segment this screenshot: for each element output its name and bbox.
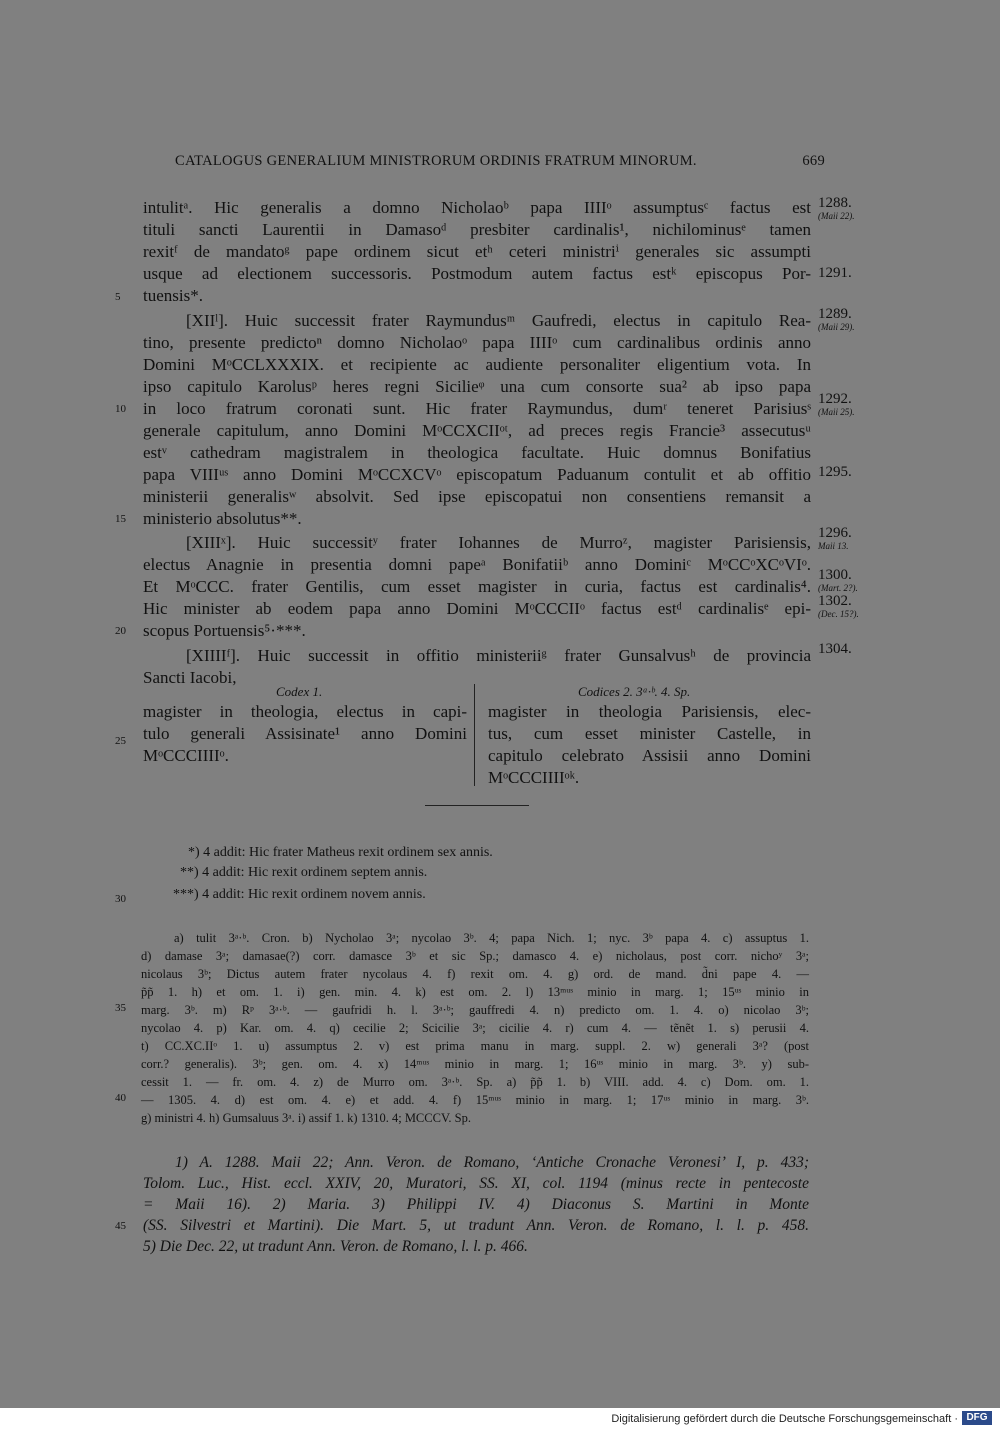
body-line: scopus Portuensis⁵·***. (143, 621, 306, 640)
body-line: rexitᶠ de mandatoᵍ pape ordinem sicut etʰ ceteri ministriⁱ generales sic assumpti (143, 242, 811, 261)
page-number: 669 (802, 153, 825, 169)
margin-year: 1292. (818, 391, 852, 407)
margin-day: (Maii 25). (818, 407, 855, 417)
reference-line: (SS. Silvestri et Martini). Die Mart. 5, ut tradunt Ann. Veron. de Romano, l. l. p. 458. (143, 1217, 809, 1234)
right-column-line: tus, cum esset minister Castelle, in (488, 724, 811, 743)
body-line: ministerio absolutus**. (143, 509, 302, 528)
body-line: tino, presente predictoⁿ domno Nicholaoᵒ papa IIIIᵒ cum cardinalibus ordinis anno (143, 333, 811, 352)
line-number: 25 (115, 735, 126, 747)
apparatus-line: a) tulit 3ᵃ·ᵇ. Cron. b) Nycholao 3ᵃ; nycolao 3ᵇ. 4; papa Nich. 1; nyc. 3ᵇ papa 4. c) assuptus 1. (174, 931, 809, 945)
star-footnote: *) 4 addit: Hic frater Matheus rexit ordinem sex annis. (188, 845, 493, 860)
line-number: 15 (115, 513, 126, 525)
body-line: usque ad electionem successoris. Postmodum autem factus estᵏ episcopus Por- (143, 264, 811, 283)
dfg-logo: DFG (962, 1411, 992, 1425)
apparatus-line: p̃p̃ 1. h) et om. 1. i) gen. min. 4. k) est om. 2. l) 13ᵐᵘˢ minio in marg. 1; 15ᵘˢ minio in (141, 985, 809, 999)
body-line: Et MᵒCCC. frater Gentilis, cum esset magister in curia, factus est cardinalis⁴. (143, 577, 811, 596)
reference-line: Tolom. Luc., Hist. eccl. XXIV, 20, Muratori, SS. XI, col. 1194 (minus recte in pentecoste (143, 1175, 809, 1192)
margin-year: 1302. (818, 593, 852, 609)
margin-day: (Mart. 2?). (818, 583, 858, 593)
right-column-heading: Codices 2. 3ᵃ·ᵇ. 4. Sp. (578, 684, 691, 699)
apparatus-line: g) ministri 4. h) Gumsaluus 3ᵃ. i) assif 1. k) 1310. 4; MCCCV. Sp. (141, 1111, 471, 1125)
line-number: 30 (115, 893, 126, 905)
margin-day: Maii 13. (818, 541, 849, 551)
apparatus-line: corr.? generalis). 3ᵇ; gen. om. 4. x) 14ᵐᵘˢ minio in marg. 1; 16ᵘˢ minio in marg. 3ᵇ. y) sub- (141, 1057, 809, 1071)
margin-date (818, 526, 852, 551)
reference-line: 5) Die Dec. 22, ut tradunt Ann. Veron. de Romano, l. l. p. 466. (143, 1238, 528, 1255)
left-column-line: magister in theologia, electus in capi- (143, 702, 467, 721)
apparatus-line: t) CC.XC.IIᵒ 1. u) assumptus 2. v) est prima manu in marg. suppl. 2. w) generali 3ᵃ? (post (141, 1039, 809, 1053)
body-line: electus Anagnie in presentia domni papeᵃ Bonifatiiᵇ anno Dominiᶜ MᵒCCᵒXCᵒVIᵒ. (143, 555, 811, 574)
margin-date (818, 196, 855, 221)
margin-year: 1300. (818, 567, 852, 583)
body-line: [XIIIIᶠ]. Huic successit in offitio ministeriiᵍ frater Gunsalvusʰ de provincia (186, 646, 811, 665)
margin-day: (Dec. 15?). (818, 609, 859, 619)
margin-date (818, 392, 855, 417)
margin-year: 1295. (818, 464, 852, 480)
body-line: [XIIˡ]. Huic successit frater Raymundusᵐ Gaufredi, electus in capitulo Rea- (186, 311, 811, 330)
body-line: tituli sancti Laurentii in Damasoᵈ presbiter cardinalis¹, nichilominusᵉ tamen (143, 220, 811, 239)
apparatus-line: d) damase 3ᵃ; damasae(?) corr. damasce 3ᵇ et sic Sp.; damasco 4. e) nicholaus, post corr. nichoʸ 3ᵃ; (141, 949, 809, 963)
right-column-line: MᵒCCCIIIIᵒᵏ. (488, 768, 580, 787)
margin-year: 1288. (818, 195, 852, 211)
column-divider (474, 684, 475, 786)
right-column-line: magister in theologia Parisiensis, elec- (488, 702, 811, 721)
margin-year: 1304. (818, 641, 852, 657)
body-line: in loco fratrum coronati sunt. Hic frater Raymundus, dumʳ teneret Parisiusˢ (143, 399, 811, 418)
left-column-line: MᵒCCCIIIIᵒ. (143, 746, 229, 765)
body-line: estᵛ cathedram magistralem in theologica facultate. Huic domnus Bonifatius (143, 443, 811, 462)
body-line: intulitᵃ. Hic generalis a domno Nicholaoᵇ papa IIIIᵒ assumptusᶜ factus est (143, 198, 811, 217)
apparatus-line: cessit 1. — fr. om. 4. z) de Murro om. 3ᵃ·ᵇ. Sp. a) p̃p̃ 1. b) VIII. add. 4. c) Dom. om. 1. (141, 1075, 809, 1089)
line-number: 20 (115, 625, 126, 637)
margin-date (818, 307, 855, 332)
apparatus-line: nicolaus 3ᵇ; Dictus autem frater nycolaus 4. f) rexit om. 4. g) ord. de mand. d̃ni pape 4. — (141, 967, 809, 981)
line-number: 35 (115, 1002, 126, 1014)
apparatus-line: — 1305. 4. d) est om. 4. e) et add. 4. f) 15ᵐᵘˢ minio in marg. 1; 17ᵘˢ minio in marg. 3ᵇ. (141, 1093, 809, 1107)
body-line: tuensis*. (143, 286, 203, 305)
body-line: papa VIIIᵘˢ anno Domini MᵒCCXCVᵒ episcopatum Paduanum contulit et ab offitio (143, 465, 811, 484)
line-number: 40 (115, 1092, 126, 1104)
reference-line: = Maii 16). 2) Maria. 3) Philippi IV. 4) Diaconus S. Martini in Monte (143, 1196, 809, 1213)
left-column-heading: Codex 1. (276, 684, 323, 699)
star-footnote: ***) 4 addit: Hic rexit ordinem novem annis. (173, 887, 426, 902)
left-column-line: tulo generali Assisinate¹ anno Domini (143, 724, 467, 743)
margin-date (818, 642, 852, 657)
page-title: CATALOGUS GENERALIUM MINISTRORUM ORDINIS FRATRUM MINORUM. (175, 153, 697, 169)
margin-date (818, 594, 859, 619)
right-column-line: capitulo celebrato Assisii anno Domini (488, 746, 811, 765)
body-line: Hic minister ab eodem papa anno Domini MᵒCCCIIᵒ factus estᵈ cardinalisᵉ epi- (143, 599, 811, 618)
body-line: ipso capitulo Karolusᵖ heres regni Sicilieᵠ una cum consorte sua² ab ipso papa (143, 377, 811, 396)
margin-day: (Maii 22). (818, 211, 855, 221)
funding-notice: Digitalisierung gefördert durch die Deutsche Forschungsgemeinschaft · (611, 1413, 958, 1425)
apparatus-line: marg. 3ᵇ. m) Rᵖ 3ᵃ·ᵇ. — gaufridi h. l. 3ᵃ·ᵇ; gauffredi 4. n) predicto om. 1. 4. o) nicolao 3ᵇ; (141, 1003, 809, 1017)
running-header (175, 153, 825, 170)
body-line: generale capitulum, anno Domini MᵒCCXCIIᵒᵗ, ad preces regis Francie³ assecutusᵘ (143, 421, 811, 440)
section-rule (425, 805, 529, 806)
margin-date (818, 568, 858, 593)
line-number: 10 (115, 403, 126, 415)
margin-day: (Maii 29). (818, 322, 855, 332)
body-line: [XIIIˣ]. Huic successitʸ frater Iohannes de Murroᶻ, magister Parisiensis, (186, 533, 811, 552)
line-number: 45 (115, 1220, 126, 1232)
apparatus-line: nycolao 4. p) Kar. om. 4. q) cecilie 2; Scicilie 3ᵃ; cicilie 4. r) cum 4. — tẽnẽt 1. s) perusii 4. (141, 1021, 809, 1035)
margin-year: 1291. (818, 265, 852, 281)
margin-year: 1296. (818, 525, 852, 541)
reference-line: 1) A. 1288. Maii 22; Ann. Veron. de Romano, ‘Antiche Cronache Veronesi’ I, p. 433; (175, 1154, 809, 1171)
body-line: ministerii generalisʷ absolvit. Sed ipse episcopatui non consentiens remansit a (143, 487, 811, 506)
margin-date (818, 465, 852, 480)
line-number: 5 (115, 291, 121, 303)
star-footnote: **) 4 addit: Hic rexit ordinem septem annis. (180, 865, 428, 880)
body-line: Sancti Iacobi, (143, 668, 237, 687)
margin-date (818, 266, 852, 281)
margin-year: 1289. (818, 306, 852, 322)
body-line: Domini MᵒCCLXXXIX. et recipiente ac audiente personaliter eligentium vota. In (143, 355, 811, 374)
